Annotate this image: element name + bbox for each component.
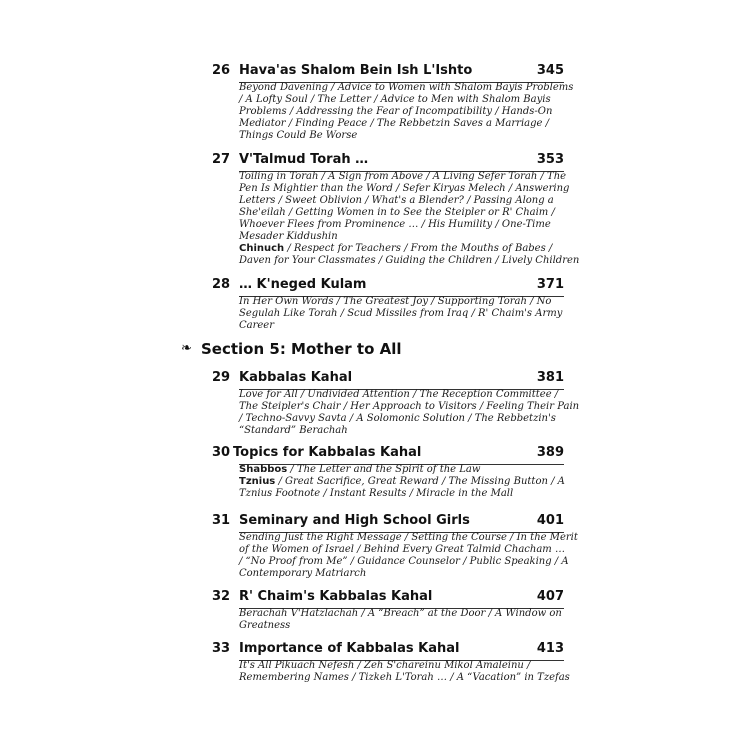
chapter-number: 30: [212, 445, 231, 460]
subtopic-line: Problems / Addressing the Fear of Incompatibility / Hands-On: [239, 106, 553, 117]
chapter-title: Seminary and High School Girls: [239, 513, 470, 528]
subtopic-line: The Steipler's Chair / Her Approach to Visitors / Feeling Their Pain: [239, 401, 580, 412]
subtopic-line: Greatness: [239, 620, 291, 631]
chapter-subtopics: [239, 296, 569, 332]
subtopic-line: In Her Own Words / The Greatest Joy / Supporting Torah / No: [239, 296, 552, 307]
chapter-heading: [212, 512, 564, 530]
chapter-title: V'Talmud Torah …: [239, 152, 369, 167]
subtopic-line: She'eilah / Getting Women in to See the Steipler or R' Chaim /: [239, 207, 555, 218]
subtopic-text: / The Letter and the Spirit of the Law: [287, 464, 481, 475]
toc-entry: [212, 588, 564, 631]
toc-entry: [212, 369, 580, 436]
chapter-subtopics: [239, 389, 580, 437]
subtopic-line: Letters / Sweet Oblivion / What's a Blender? / Passing Along a: [239, 195, 554, 206]
subtopic-line: Segulah Like Torah / Scud Missiles from Iraq / R' Chaim's Army: [239, 308, 563, 319]
subtopic-line: Whoever Flees from Prominence … / His Humility / One-Time: [239, 219, 551, 230]
toc-entry: [212, 151, 580, 266]
subtopic-category-label: Tznius: [239, 476, 276, 487]
subtopic-line: Berachah V'Hatzlachah / A “Breach” at the Door / A Window on: [239, 608, 562, 619]
toc-entry: [212, 276, 564, 331]
chapter-page-number: 389: [536, 445, 564, 460]
chapter-number: 31: [212, 513, 231, 528]
chapter-subtopics: [239, 660, 569, 684]
chapter-subtopics: [239, 171, 580, 267]
chapter-heading: [212, 588, 564, 606]
chapter-title: Kabbalas Kahal: [239, 370, 353, 385]
chapter-number: 29: [212, 370, 231, 385]
subtopic-line: Career: [239, 320, 275, 331]
chapter-heading: [212, 444, 564, 462]
subtopic-line: / Techno-Savvy Savta / A Solomonic Solution / The Rebbetzin's: [239, 413, 556, 424]
subtopic-line: Toiling in Torah / A Sign from Above / A Living Sefer Torah / The: [239, 171, 567, 182]
chapter-page-number: 353: [536, 152, 564, 167]
toc-entry: [212, 62, 574, 141]
subtopic-line: Mesader Kiddushin: [239, 231, 338, 242]
chapter-page-number: 371: [536, 277, 564, 292]
subtopic-line: / A Lofty Soul / The Letter / Advice to Men with Shalom Bayis: [239, 94, 551, 105]
subtopic-line: [239, 243, 569, 255]
chapter-number: 28: [212, 277, 231, 292]
chapter-heading: [212, 369, 564, 387]
chapter-number: 27: [212, 152, 231, 167]
subtopic-text: / Great Sacrifice, Great Reward / The Missing Button / A: [275, 476, 565, 487]
subtopic-category-label: Shabbos: [239, 464, 288, 475]
toc-entry: [212, 640, 570, 683]
chapter-subtopics: [239, 608, 569, 632]
subtopic-line: Pen Is Mightier than the Word / Sefer Kiryas Melech / Answering: [239, 183, 570, 194]
subtopic-line: Mediator / Finding Peace / The Rebbetzin Saves a Marriage /: [239, 118, 549, 129]
chapter-number: 33: [212, 641, 231, 656]
chapter-subtopics: [239, 464, 569, 500]
subtopic-category-label: Chinuch: [239, 243, 285, 254]
chapter-subtopics: [239, 82, 574, 142]
subtopic-line: Love for All / Undivided Attention / The Reception Committee /: [239, 389, 559, 400]
chapter-heading: [212, 640, 564, 658]
toc-entry: [212, 512, 578, 579]
chapter-page-number: 407: [536, 589, 564, 604]
chapter-page-number: 381: [536, 370, 564, 385]
subtopic-line: Tznius Footnote / Instant Results / Miracle in the Mall: [239, 488, 514, 499]
chapter-heading: [212, 276, 564, 294]
chapter-subtopics: [239, 532, 578, 580]
subtopic-line: Contemporary Matriarch: [239, 568, 367, 579]
subtopic-line: Remembering Names / Tizkeh L'Torah … / A “Vacation” in Tzefas: [239, 672, 570, 683]
chapter-title: R' Chaim's Kabbalas Kahal: [239, 589, 433, 604]
chapter-title: Topics for Kabbalas Kahal: [233, 445, 422, 460]
subtopic-line: [239, 464, 569, 476]
subtopic-line: Sending Just the Right Message / Setting the Course / In the Merit: [239, 532, 578, 543]
chapter-heading: [212, 151, 564, 169]
subtopic-text: / Respect for Teachers / From the Mouths of Babes /: [284, 243, 553, 254]
subtopic-line: It's All Pikuach Nefesh / Zeh S'chareinu Mikol Amaleinu /: [239, 660, 531, 671]
chapter-title: … K'neged Kulam: [239, 277, 367, 292]
subtopic-line: Things Could Be Worse: [239, 130, 358, 141]
subtopic-line: Beyond Davening / Advice to Women with Shalom Bayis Problems: [239, 82, 574, 93]
chapter-title: Importance of Kabbalas Kahal: [239, 641, 460, 656]
chapter-number: 26: [212, 63, 231, 78]
subtopic-line: of the Women of Israel / Behind Every Great Talmid Chacham …: [239, 544, 565, 555]
subtopic-line: Daven for Your Classmates / Guiding the Children / Lively Children: [239, 255, 580, 266]
subtopic-line: “Standard” Berachah: [239, 425, 348, 436]
chapter-number: 32: [212, 589, 231, 604]
chapter-page-number: 345: [536, 63, 564, 78]
toc-entry: [212, 444, 565, 499]
chapter-heading: [212, 62, 564, 80]
chapter-page-number: 401: [536, 513, 564, 528]
fleuron-ornament-icon: ❧: [181, 341, 192, 356]
section-title: Section 5: Mother to All: [201, 340, 402, 358]
chapter-page-number: 413: [536, 641, 564, 656]
subtopic-line: / “No Proof from Me” / Guidance Counselor / Public Speaking / A: [239, 556, 569, 567]
subtopic-line: [239, 476, 569, 488]
section-heading: [181, 339, 402, 359]
chapter-title: Hava'as Shalom Bein Ish L'Ishto: [239, 63, 473, 78]
